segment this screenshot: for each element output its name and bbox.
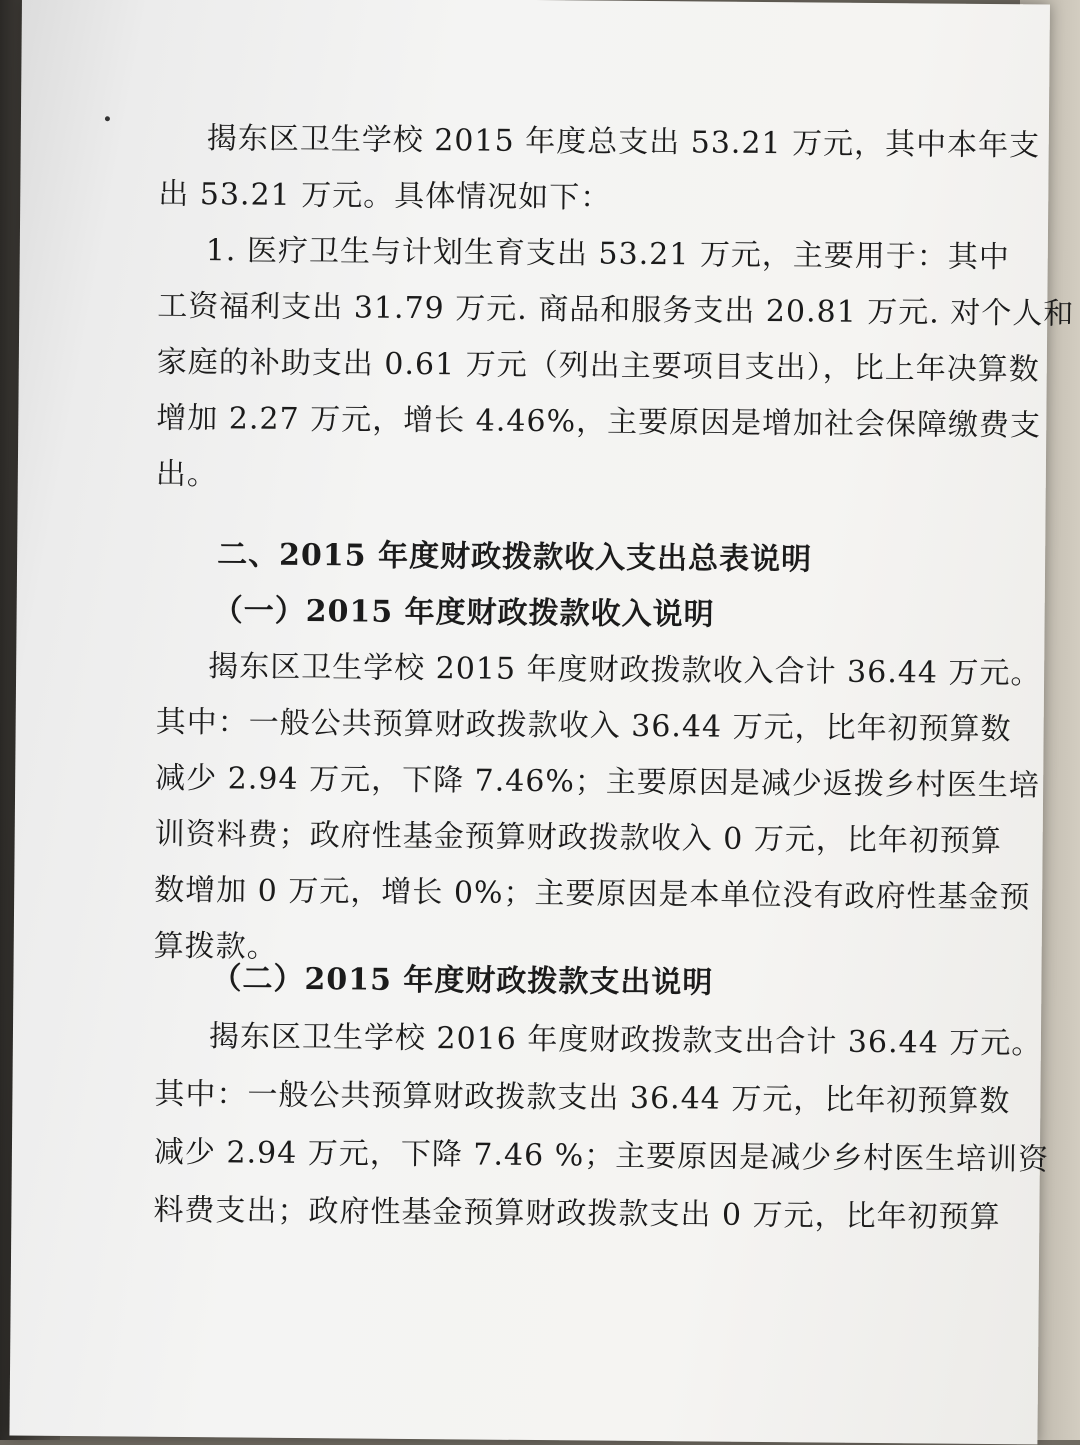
paragraph-2-line-3: 家庭的补助支出 0.61 万元（列出主要项目支出），比上年决算数 (156, 344, 1040, 388)
paragraph-4-line-1: 揭东区卫生学校 2016 年度财政拨款支出合计 36.44 万元。 (208, 1019, 1043, 1062)
paper-sheet (9, 0, 1075, 1444)
document-body (9, 0, 1075, 1444)
paragraph-1-line-1: 揭东区卫生学校 2015 年度总支出 53.21 万元，其中本年支 (206, 121, 1041, 164)
ink-dot (105, 116, 110, 121)
paragraph-2-line-2: 工资福利支出 31.79 万元. 商品和服务支出 20.81 万元. 对个人和 (157, 288, 1075, 332)
paragraph-2-line-1: 1. 医疗卫生与计划生育支出 53.21 万元，主要用于：其中 (205, 233, 1011, 276)
paragraph-3-line-2: 其中：一般公共预算财政拨款收入 36.44 万元，比年初预算数 (155, 704, 1012, 748)
section-heading-2: 二、2015 年度财政拨款收入支出总表说明 (216, 537, 813, 578)
paragraph-1-line-2: 出 53.21 万元。具体情况如下： (158, 176, 612, 216)
paragraph-4-line-4: 料费支出；政府性基金预算财政拨款支出 0 万元，比年初预算 (153, 1192, 1001, 1236)
paragraph-3-line-5: 数增加 0 万元，增长 0%；主要原因是本单位没有政府性基金预 (154, 872, 1031, 916)
paragraph-3-line-3: 减少 2.94 万元，下降 7.46%；主要原因是减少返拨乡村医生培 (155, 760, 1041, 804)
subsection-heading-1: （一）2015 年度财政拨款收入说明 (212, 593, 715, 633)
paragraph-2-line-5: 出。 (155, 456, 218, 493)
paragraph-4-line-2: 其中：一般公共预算财政拨款支出 36.44 万元，比年初预算数 (154, 1076, 1011, 1120)
subsection-heading-2: （二）2015 年度财政拨款支出说明 (211, 961, 714, 1001)
paragraph-3-line-4: 训资料费；政府性基金预算财政拨款收入 0 万元，比年初预算 (154, 816, 1002, 860)
paragraph-4-line-3: 减少 2.94 万元，下降 7.46 %；主要原因是减少乡村医生培训资 (153, 1134, 1050, 1178)
paragraph-3-line-1: 揭东区卫生学校 2015 年度财政拨款收入合计 36.44 万元。 (208, 649, 1042, 692)
paragraph-3-line-6: 算拨款。 (153, 928, 278, 965)
paragraph-2-line-4: 增加 2.27 万元，增长 4.46%，主要原因是增加社会保障缴费支 (156, 400, 1042, 444)
